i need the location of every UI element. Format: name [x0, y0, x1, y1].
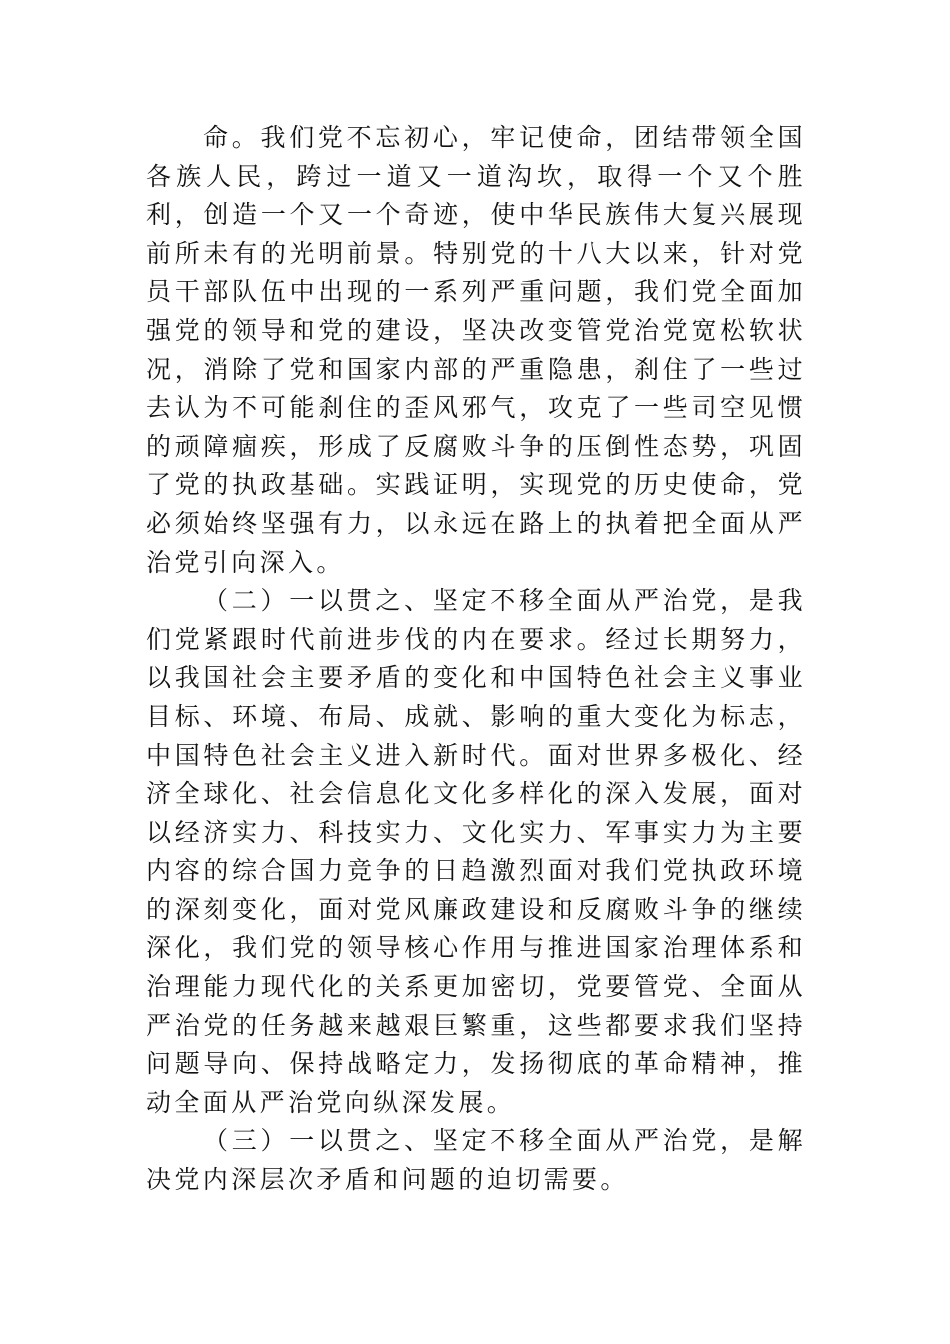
paragraph-2: （二）一以贯之、坚定不移全面从严治党，是我们党紧跟时代前进步伐的内在要求。经过长期努力，以我国社会主要矛盾的变化和中国特色社会主义事业目标、环境、布局、成就、影响的重大变化为标志，中国特色社会主义进入新时代。面对世界多极化、经济全球化、社会信息化文化多样化的深入发展，面对以经济实力、科技实力、文化实力、军事实力为主要内容的综合国力竞争的日趋激烈面对我们党执政环境的深刻变化，面对党风廉政建设和反腐败斗争的继续深化，我们党的领导核心作用与推进国家治理体系和治理能力现代化的关系更加密切，党要管党、全面从严治党的任务越来越艰巨繁重，这些都要求我们坚持问题导向、保持战略定力，发扬彻底的革命精神，推动全面从严治党向纵深发展。	[146, 586, 806, 1117]
paragraph-3: （三）一以贯之、坚定不移全面从严治党，是解决党内深层次矛盾和问题的迫切需要。	[146, 1126, 806, 1195]
body-text	[146, 119, 806, 1200]
paragraph-1: 命。我们党不忘初心，牢记使命，团结带领全国各族人民，跨过一道又一道沟坎，取得一个又个胜利，创造一个又一个奇迹，使中华民族伟大复兴展现前所未有的光明前景。特别党的十八大以来，针对党员干部队伍中出现的一系列严重问题，我们党全面加强党的领导和党的建设，坚决改变管党治党宽松软状况，消除了党和国家内部的严重隐患，刹住了一些过去认为不可能刹住的歪风邪气，攻克了一些司空见惯的顽障痼疾，形成了反腐败斗争的压倒性态势，巩固了党的执政基础。实践证明，实现党的历史使命，党必须始终坚强有力，以永远在路上的执着把全面从严治党引向深入。	[146, 123, 806, 577]
